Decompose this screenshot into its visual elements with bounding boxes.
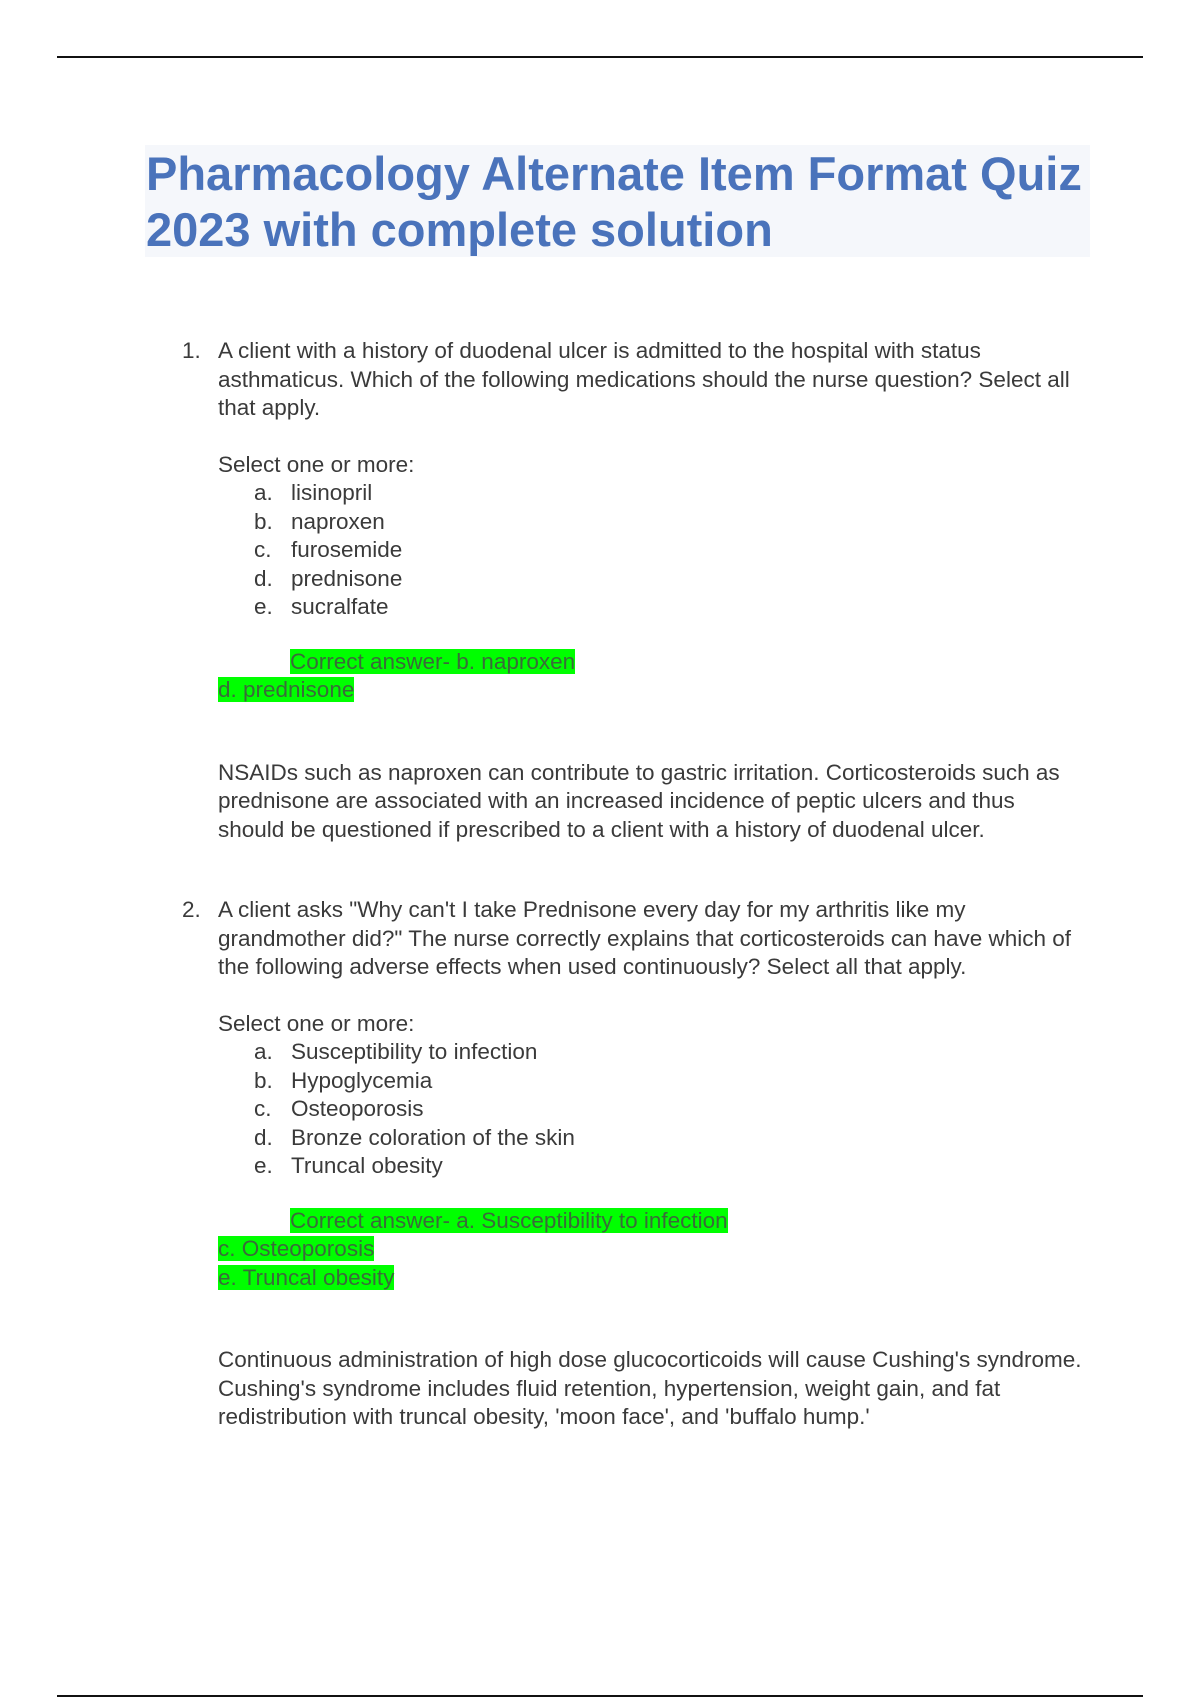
question-stem: A client with a history of duodenal ulcer is admitted to the hospital with status asthmaticus. Which of the following medications should the nurse question? Select all that apply.: [218, 338, 1070, 420]
explanation: Continuous administration of high dose glucocorticoids will cause Cushing's syndrome. Cushing's syndrome includes fluid retention, hypertension, weight gain, and fat redistribution with truncal obesity, 'moon face', and 'buffalo hump.': [218, 1347, 1082, 1429]
option-text: furosemide: [291, 537, 403, 562]
option-a: [254, 1038, 1082, 1067]
option-text: prednisone: [291, 565, 403, 591]
bottom-rule: [57, 1695, 1143, 1697]
answer-line: Correct answer- a. Susceptibility to infection: [290, 1207, 728, 1233]
answer-line: Correct answer- b. naproxen: [290, 648, 576, 674]
explanation: NSAIDs such as naproxen can contribute to gastric irritation. Corticosteroids such as prednisone are associated with an increased incidence of peptic ulcers and thus should be questioned if prescribed to a client with a history of duodenal ulcer.: [218, 759, 1060, 842]
option-letter: b.: [254, 508, 273, 534]
option-letter: b.: [254, 1067, 273, 1093]
option-d: [254, 1124, 1082, 1153]
option-letter: a.: [254, 480, 273, 505]
option-text: Hypoglycemia: [291, 1067, 433, 1093]
option-text: Truncal obesity: [291, 1153, 443, 1178]
option-e: [254, 1152, 1082, 1181]
option-letter: e.: [254, 1153, 273, 1178]
option-text: Susceptibility to infection: [291, 1039, 538, 1064]
option-list: [254, 1038, 1082, 1181]
option-c: [254, 536, 1082, 565]
answer-line: c. Osteoporosis: [218, 1236, 375, 1261]
option-letter: e.: [254, 594, 273, 619]
option-letter: c.: [254, 1096, 272, 1121]
select-prompt: Select one or more:: [218, 451, 415, 477]
question-number: 2.: [182, 897, 201, 922]
option-text: sucralfate: [291, 594, 389, 619]
answer-line: d. prednisone: [218, 677, 355, 702]
option-letter: c.: [254, 537, 272, 562]
option-b: [254, 508, 1082, 537]
option-b: [254, 1067, 1082, 1096]
option-text: Osteoporosis: [291, 1096, 424, 1121]
option-e: [254, 593, 1082, 622]
option-list: [254, 479, 1082, 622]
top-rule: [57, 56, 1143, 58]
option-text: Bronze coloration of the skin: [291, 1124, 575, 1150]
correct-answer: [218, 1207, 1082, 1293]
question-1: [182, 337, 1082, 844]
option-letter: d.: [254, 565, 273, 591]
option-a: [254, 479, 1082, 508]
option-c: [254, 1095, 1082, 1124]
question-number: 1.: [182, 338, 201, 363]
question-stem: A client asks "Why can't I take Prednisone every day for my arthritis like my grandmother did?" The nurse correctly explains that corticosteroids can have which of the following adverse effects when used continuously? Select all that apply.: [218, 897, 1072, 979]
correct-answer: [218, 648, 1082, 705]
option-letter: a.: [254, 1039, 273, 1064]
document-title: Pharmacology Alternate Item Format Quiz 2023 with complete solution: [146, 147, 1082, 256]
answer-line: e. Truncal obesity: [218, 1264, 395, 1290]
question-2: [182, 896, 1082, 1432]
option-d: [254, 565, 1082, 594]
option-text: naproxen: [291, 508, 385, 534]
option-letter: d.: [254, 1124, 273, 1150]
select-prompt: Select one or more:: [218, 1010, 415, 1036]
option-text: lisinopril: [291, 480, 373, 505]
